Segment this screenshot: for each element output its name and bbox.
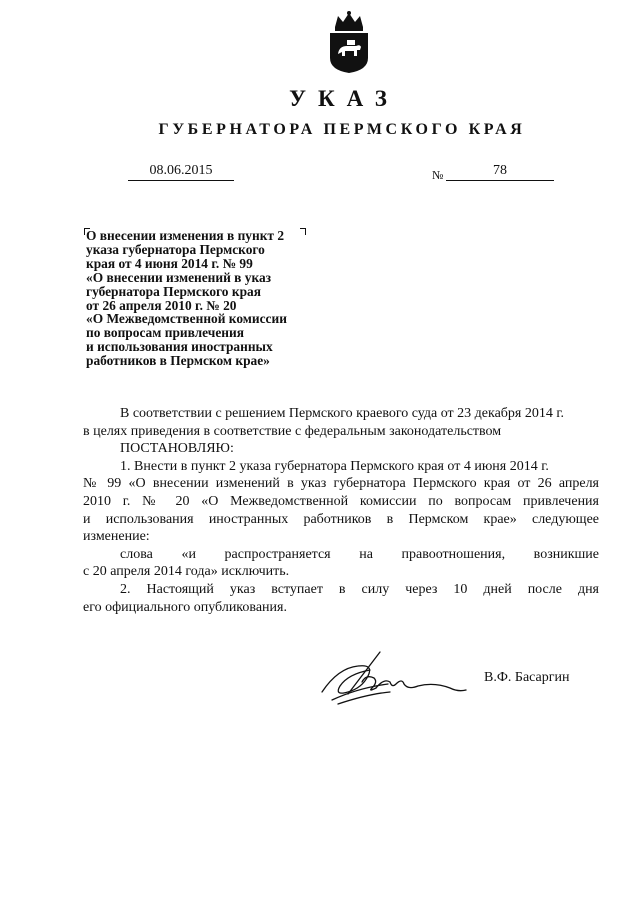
signature-icon	[318, 648, 468, 710]
issuer-title: ГУБЕРНАТОРА ПЕРМСКОГО КРАЯ	[158, 121, 526, 138]
document-number: 78	[446, 162, 554, 181]
subject-line: губернатора Пермского края	[86, 283, 261, 299]
signer-name: В.Ф. Басаргин	[484, 670, 570, 685]
body-line: 1. Внести в пункт 2 указа губернатора Пермского края от 4 июня 2014 г.	[120, 458, 549, 474]
body-line: изменение:	[83, 529, 150, 545]
document-type-title: УКАЗ	[289, 86, 399, 111]
body-line: В соответствии с решением Пермского краевого суда от 23 декабря 2014 г.	[120, 406, 565, 421]
body-line: в целях приведения в соответствие с федеральным законодательством	[83, 423, 502, 439]
subject-line: края от 4 июня 2014 г. № 99	[86, 255, 253, 271]
subject-line: от 26 апреля 2010 г. № 20	[86, 297, 237, 313]
number-label: №	[432, 168, 444, 182]
body-line: № 99 «О внесении изменений в указ губернатора Пермского края от 26 апреля	[83, 476, 599, 492]
body-line: 2. Настоящий указ вступает в силу через 10 дней после дня	[120, 581, 599, 597]
subject-line: работников в Пермском крае»	[86, 353, 270, 369]
subject-line: и использования иностранных	[86, 339, 273, 355]
subject-line: по вопросам привлечения	[86, 325, 244, 341]
subject-line: «О внесении изменений в указ	[86, 269, 272, 285]
subject-line: О внесении изменения в пункт 2	[86, 228, 285, 243]
subject-block	[86, 229, 326, 368]
decree-word: ПОСТАНОВЛЯЮ:	[120, 441, 234, 457]
body-line: с 20 апреля 2014 года» исключить.	[83, 564, 290, 580]
subject-line: «О Межведомственной комиссии	[86, 311, 287, 327]
body-line: 2010 г. № 20 «О Межведомственной комиссии по вопросам привлечения	[83, 493, 599, 509]
document-date: 08.06.2015	[128, 162, 234, 181]
coat-of-arms-icon	[327, 10, 371, 74]
body-line: и использования иностранных работников в Пермском крае» следующее	[83, 511, 599, 527]
document-body	[83, 405, 599, 616]
body-line: его официального опубликования.	[83, 599, 287, 615]
subject-line: указа губернатора Пермского	[86, 241, 265, 257]
body-line: слова «и распространяется на правоотношения, возникшие	[120, 546, 599, 562]
